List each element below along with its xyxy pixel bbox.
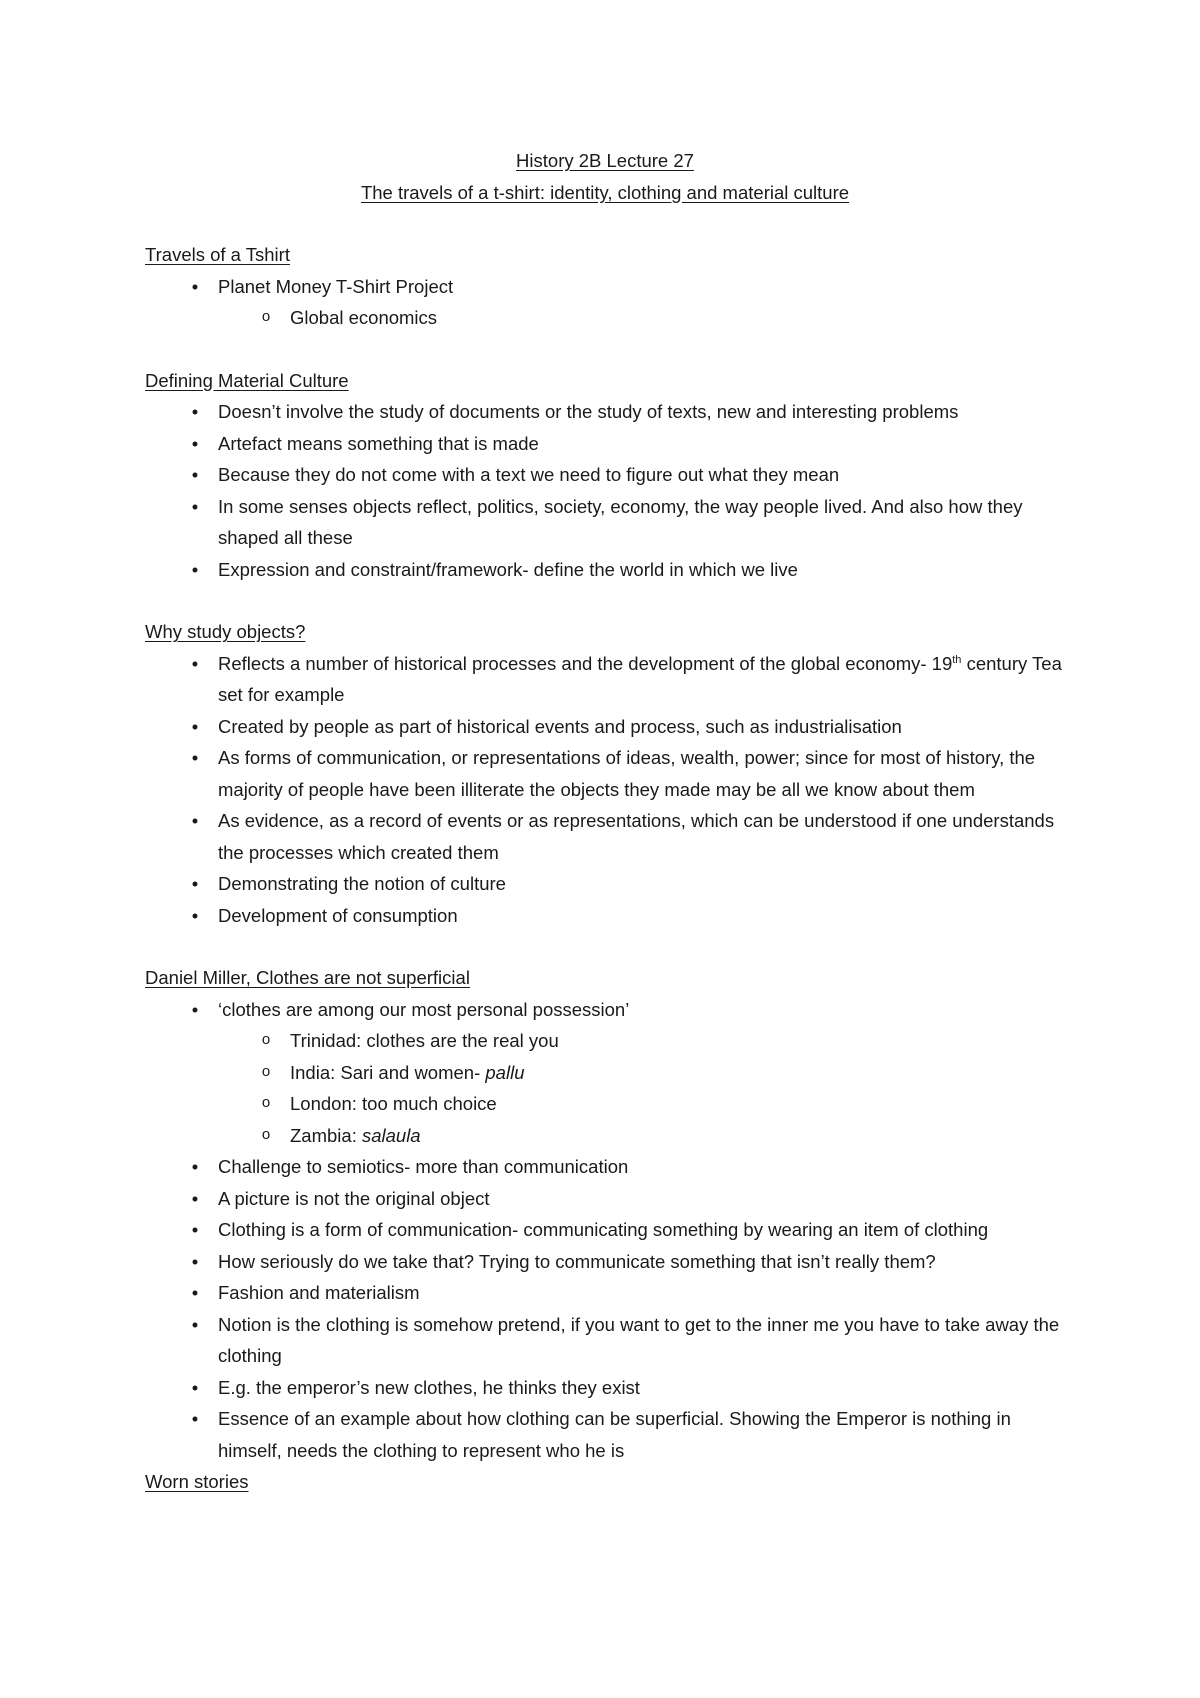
- bullet-marker: •: [191, 998, 199, 1020]
- sub-list-item-text: London: too much choice: [290, 1093, 497, 1114]
- list-item-text: Essence of an example about how clothing can be superficial. Showing the Emperor is nothing in himself, needs the clothing to represent who he is: [218, 1408, 1011, 1461]
- list-item: [145, 868, 1065, 900]
- italic-term: salaula: [361, 1124, 421, 1146]
- list-item-text: As forms of communication, or representations of ideas, wealth, power; since for most of history, the majority of people have been illiterate the objects they made may be all we know about them: [218, 747, 1036, 800]
- bullet-marker: •: [191, 495, 199, 517]
- bullet-list: [145, 396, 1065, 585]
- sub-list-item-text: Trinidad: clothes are the real you: [290, 1030, 559, 1051]
- bullet-marker: •: [191, 275, 199, 297]
- sub-list-item-text: India: Sari and women-: [290, 1061, 486, 1083]
- list-item-text: Clothing is a form of communication- communicating something by wearing an item of clothing: [218, 1219, 989, 1240]
- list-item: [145, 1309, 1065, 1372]
- section-heading: Travels of a Tshirt: [145, 244, 290, 265]
- list-item-text: Notion is the clothing is somehow pretend, if you want to get to the inner me you have to take away the clothing: [218, 1313, 1060, 1366]
- list-item: [145, 994, 1065, 1152]
- list-item: [145, 554, 1065, 586]
- list-item: [145, 1183, 1065, 1215]
- list-item-text: Planet Money T-Shirt Project: [218, 275, 454, 297]
- list-item: [145, 491, 1065, 554]
- list-item-text: Created by people as part of historical events and process, such as industrialisation: [218, 715, 902, 737]
- sub-bullet-marker: o: [261, 1094, 271, 1111]
- list-item-text: Reflects a number of historical processes and the development of the global economy- 19: [218, 652, 953, 674]
- list-item-text: Doesn’t involve the study of documents or the study of texts, new and interesting problems: [218, 401, 959, 422]
- list-item: [145, 805, 1065, 868]
- bullet-marker: •: [191, 873, 199, 894]
- sub-list-item: [145, 302, 1065, 334]
- italic-term: pallu: [485, 1061, 525, 1083]
- sub-bullet-marker: o: [261, 1031, 271, 1048]
- bullet-list: [145, 271, 1065, 334]
- list-item-text: Demonstrating the notion of culture: [218, 873, 506, 894]
- page-title: History 2B Lecture 27: [516, 150, 694, 171]
- bullet-marker: •: [191, 904, 199, 926]
- list-item: [145, 1277, 1065, 1309]
- list-item: [145, 428, 1065, 460]
- bullet-marker: •: [191, 1313, 199, 1335]
- list-item: [145, 900, 1065, 932]
- list-item: [145, 396, 1065, 428]
- list-item: [145, 648, 1065, 711]
- list-item-text: How seriously do we take that? Trying to communicate something that isn’t really them?: [218, 1250, 936, 1272]
- section-defining-material-culture: [145, 365, 1065, 586]
- bullet-marker: •: [191, 558, 199, 580]
- bullet-marker: •: [191, 715, 199, 737]
- bullet-marker: •: [191, 1187, 199, 1209]
- list-item-text-continued: century Tea set for example: [218, 652, 1062, 705]
- list-item-text: E.g. the emperor’s new clothes, he thinks they exist: [218, 1376, 640, 1398]
- sub-list-item: [145, 1088, 1065, 1120]
- bullet-marker: •: [191, 1156, 199, 1177]
- bullet-list: [145, 648, 1065, 932]
- list-item-text: As evidence, as a record of events or as representations, which can be understood if one understands the processes which created them: [218, 810, 1055, 863]
- bullet-marker: •: [191, 1282, 199, 1303]
- list-item: [145, 1372, 1065, 1404]
- list-item-text: Fashion and materialism: [218, 1282, 420, 1303]
- list-item: [145, 711, 1065, 743]
- sub-list-item: [145, 1057, 1065, 1089]
- section-worn-stories: [145, 1466, 1065, 1498]
- list-item: [145, 459, 1065, 491]
- list-item-text: Development of consumption: [218, 904, 458, 926]
- section-heading: Worn stories: [145, 1471, 249, 1492]
- sub-list-item: [145, 1120, 1065, 1152]
- section-heading: Why study objects?: [145, 621, 306, 642]
- list-item-text: ‘clothes are among our most personal possession’: [218, 998, 630, 1020]
- bullet-marker: •: [191, 747, 199, 768]
- bullet-marker: •: [191, 1250, 199, 1272]
- sub-list-item: [145, 1025, 1065, 1057]
- superscript: th: [952, 653, 962, 666]
- sub-bullet-marker: o: [261, 308, 271, 325]
- bullet-marker: •: [191, 1408, 199, 1429]
- page-subtitle: The travels of a t-shirt: identity, clothing and material culture: [360, 181, 850, 203]
- list-item-text: Artefact means something that is made: [218, 432, 539, 454]
- list-item: [145, 1246, 1065, 1278]
- section-heading: Defining Material Culture: [145, 369, 349, 391]
- list-item: [145, 271, 1065, 334]
- sub-list: [218, 1025, 1065, 1151]
- list-item-text: A picture is not the original object: [218, 1187, 490, 1209]
- list-item: [145, 1151, 1065, 1183]
- document-content: [145, 145, 1065, 1498]
- sub-list-item-text: Zambia:: [290, 1124, 362, 1146]
- section-travels-of-a-tshirt: [145, 239, 1065, 334]
- bullet-marker: •: [191, 432, 199, 454]
- list-item: [145, 1403, 1065, 1466]
- bullet-marker: •: [191, 401, 199, 422]
- sub-list-item-text: Global economics: [290, 307, 438, 328]
- section-why-study-objects: [145, 616, 1065, 931]
- bullet-marker: •: [191, 652, 199, 674]
- list-item-text: Because they do not come with a text we need to figure out what they mean: [218, 464, 840, 485]
- list-item-text: In some senses objects reflect, politics, society, economy, the way people lived. And also how they shaped all these: [218, 495, 1023, 548]
- list-item-text: Challenge to semiotics- more than communication: [218, 1156, 629, 1177]
- bullet-marker: •: [191, 464, 199, 485]
- sub-bullet-marker: o: [261, 1125, 271, 1143]
- bullet-marker: •: [191, 1219, 199, 1240]
- sub-list: [218, 302, 1065, 334]
- section-heading: Daniel Miller, Clothes are not superficial: [145, 967, 470, 988]
- list-item: [145, 742, 1065, 805]
- list-item: [145, 1214, 1065, 1246]
- sub-bullet-marker: o: [261, 1062, 271, 1080]
- bullet-marker: •: [191, 810, 199, 831]
- section-daniel-miller: [145, 962, 1065, 1466]
- bullet-list: [145, 994, 1065, 1467]
- bullet-marker: •: [191, 1376, 199, 1398]
- list-item-text: Expression and constraint/framework- define the world in which we live: [218, 558, 798, 580]
